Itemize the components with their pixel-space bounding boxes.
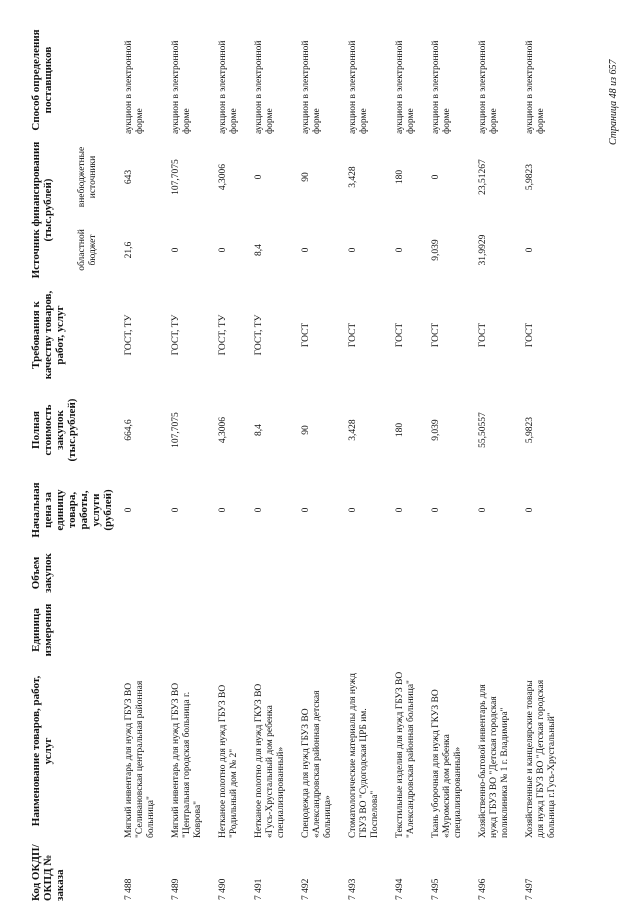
item-volume xyxy=(389,547,425,599)
start-price: 0 xyxy=(254,507,264,513)
item-unit xyxy=(519,599,566,661)
funding-offbudget: 180 xyxy=(395,169,405,185)
funding-regional: 21,6 xyxy=(124,241,134,259)
funding-offbudget: 5,9823 xyxy=(525,163,535,191)
start-price: 0 xyxy=(171,507,181,513)
funding-regional: 0 xyxy=(525,247,535,253)
requirements: ГОСТ xyxy=(431,322,441,348)
item-name: Нетканое полотно для нужд ГБУЗ ВО "Родильный дом № 2" xyxy=(218,684,239,838)
table-row xyxy=(425,23,472,903)
funding-regional: 0 xyxy=(171,247,181,253)
purchase-method: аукцион в электронной форме xyxy=(301,40,322,134)
row-number: 7 496 xyxy=(478,878,488,900)
item-volume xyxy=(295,547,342,599)
table-body xyxy=(118,23,566,903)
table-row xyxy=(212,23,248,903)
funding-offbudget: 23,51267 xyxy=(478,159,488,195)
requirements: ГОСТ, ТУ xyxy=(254,314,264,356)
start-price: 0 xyxy=(348,507,358,513)
item-name: Стоматологические материалы для нужд ГБУЗ ВО "Судогодская ЦРБ им. Поспелова" xyxy=(348,673,380,838)
start-price: 0 xyxy=(124,507,134,513)
total-cost: 55,50557 xyxy=(478,412,488,448)
funding-regional: 0 xyxy=(395,247,405,253)
item-name: Ткань уборочная для нужд ГКУЗ ВО «Муромский дом ребенка специализированный» xyxy=(431,689,463,838)
purchase-method: аукцион в электронной форме xyxy=(478,40,499,134)
start-price: 0 xyxy=(431,507,441,513)
item-name: Текстильные изделия для нужд ГБУЗ ВО "Александровская районная больница" xyxy=(395,671,416,838)
item-name: Мягкий инвентарь для нужд ГБУЗ ВО "Селивановская центральная районная больница" xyxy=(124,680,156,838)
item-unit xyxy=(472,599,519,661)
purchase-method: аукцион в электронной форме xyxy=(124,40,145,134)
item-unit xyxy=(295,599,342,661)
row-number: 7 495 xyxy=(431,878,441,900)
purchase-method: аукцион в электронной форме xyxy=(525,40,546,134)
start-price: 0 xyxy=(395,507,405,513)
total-cost: 8,4 xyxy=(254,424,264,436)
table-row xyxy=(519,23,566,903)
funding-offbudget: 4,3006 xyxy=(218,163,228,191)
item-volume xyxy=(248,547,295,599)
total-cost: 4,3006 xyxy=(218,416,228,444)
start-price: 0 xyxy=(525,507,535,513)
row-number: 7 492 xyxy=(301,878,311,900)
table-row xyxy=(165,23,212,903)
item-name: Мягкий инвентарь для нужд ГБУЗ ВО "Центральная городская больница г. Коврова" xyxy=(171,682,203,838)
funding-offbudget: 0 xyxy=(254,174,264,180)
funding-regional: 0 xyxy=(348,247,358,253)
funding-regional: 9,039 xyxy=(431,239,441,261)
header-requirements: Требования к качеству товаров, работ, услуг xyxy=(30,290,66,380)
funding-offbudget: 107,7075 xyxy=(171,159,181,195)
item-unit xyxy=(342,599,389,661)
requirements: ГОСТ, ТУ xyxy=(124,314,134,356)
procurement-table xyxy=(28,23,566,903)
item-unit xyxy=(212,599,248,661)
page-number: Страница 48 из 657 xyxy=(608,59,619,145)
purchase-method: аукцион в электронной форме xyxy=(254,40,275,134)
funding-offbudget: 643 xyxy=(124,169,134,185)
row-number: 7 494 xyxy=(395,878,405,900)
header-total-cost: Полная стоимость закупок (тыс.рублей) xyxy=(30,398,78,462)
funding-offbudget: 90 xyxy=(301,172,311,182)
item-unit xyxy=(118,599,165,661)
item-volume xyxy=(342,547,389,599)
item-volume xyxy=(472,547,519,599)
funding-regional: 8,4 xyxy=(254,244,264,256)
header-code: Код ОКДП/ ОКПД № заказа xyxy=(30,844,66,901)
item-unit xyxy=(389,599,425,661)
header-unit: Единица измерения xyxy=(30,603,54,657)
requirements: ГОСТ xyxy=(395,322,405,348)
total-cost: 664,6 xyxy=(124,419,134,441)
row-number: 7 489 xyxy=(171,878,181,900)
purchase-method: аукцион в электронной форме xyxy=(431,40,452,134)
requirements: ГОСТ xyxy=(301,322,311,348)
purchase-method: аукцион в электронной форме xyxy=(171,40,192,134)
table-row xyxy=(472,23,519,903)
item-volume xyxy=(425,547,472,599)
total-cost: 180 xyxy=(395,422,405,438)
table-row xyxy=(389,23,425,903)
item-volume xyxy=(212,547,248,599)
header-funding: Источник финансирования (тыс.рублей) xyxy=(30,141,54,279)
row-number: 7 497 xyxy=(525,878,535,900)
requirements: ГОСТ, ТУ xyxy=(171,314,181,356)
table-row xyxy=(118,23,165,903)
header-row xyxy=(28,23,75,903)
purchase-method: аукцион в электронной форме xyxy=(218,40,239,134)
item-volume xyxy=(118,547,165,599)
item-name: Хозяйственные и канцелярские товары для нужд ГБУЗ ВО "Детская городская больница г.Гусь-Хрустальный" xyxy=(525,679,557,838)
item-name: Нетканое полотно для нужд ГКУЗ ВО «Гусь-Хрустальный дом ребенка специализированный» xyxy=(254,683,286,838)
table-row xyxy=(342,23,389,903)
funding-regional: 0 xyxy=(218,247,228,253)
item-unit xyxy=(165,599,212,661)
header-name: Наименование товаров, работ, услуг xyxy=(30,675,54,827)
header-funding-regional: областной бюджет xyxy=(76,229,98,271)
header-method: Способ определения поставщиков xyxy=(30,29,54,131)
table-row xyxy=(295,23,342,903)
row-number: 7 488 xyxy=(124,878,134,900)
start-price: 0 xyxy=(478,507,488,513)
item-volume xyxy=(519,547,566,599)
funding-offbudget: 3,428 xyxy=(348,166,358,188)
requirements: ГОСТ xyxy=(348,322,358,348)
header-funding-offbudget: внебюджетные источники xyxy=(76,146,98,208)
table-row xyxy=(248,23,295,903)
funding-offbudget: 0 xyxy=(431,174,441,180)
requirements: ГОСТ xyxy=(478,322,488,348)
row-number: 7 493 xyxy=(348,878,358,900)
requirements: ГОСТ, ТУ xyxy=(218,314,228,356)
row-number: 7 490 xyxy=(218,878,228,900)
total-cost: 107,7075 xyxy=(171,412,181,448)
purchase-method: аукцион в электронной форме xyxy=(395,40,416,134)
total-cost: 90 xyxy=(301,425,311,435)
funding-regional: 31,9929 xyxy=(478,234,488,266)
item-volume xyxy=(165,547,212,599)
purchase-method: аукцион в электронной форме xyxy=(348,40,369,134)
total-cost: 3,428 xyxy=(348,419,358,441)
item-name: Хозяйственно-бытовой инвентарь для нужд ГБУЗ ВО "Детская городская поликлиника № 1 г. Владимира" xyxy=(478,684,510,838)
item-unit xyxy=(425,599,472,661)
start-price: 0 xyxy=(301,507,311,513)
item-name: Спецодежда для нужд ГБУЗ ВО «Александровская районная детская больница» xyxy=(301,690,333,838)
header-volume: Объем закупок xyxy=(30,553,54,593)
total-cost: 5,9823 xyxy=(525,416,535,444)
start-price: 0 xyxy=(218,507,228,513)
funding-regional: 0 xyxy=(301,247,311,253)
item-unit xyxy=(248,599,295,661)
header-start-price: Начальная цена за единицу товара, работы, услуги (рублей) xyxy=(30,482,114,538)
row-number: 7 491 xyxy=(254,878,264,900)
total-cost: 9,039 xyxy=(431,419,441,441)
requirements: ГОСТ xyxy=(525,322,535,348)
